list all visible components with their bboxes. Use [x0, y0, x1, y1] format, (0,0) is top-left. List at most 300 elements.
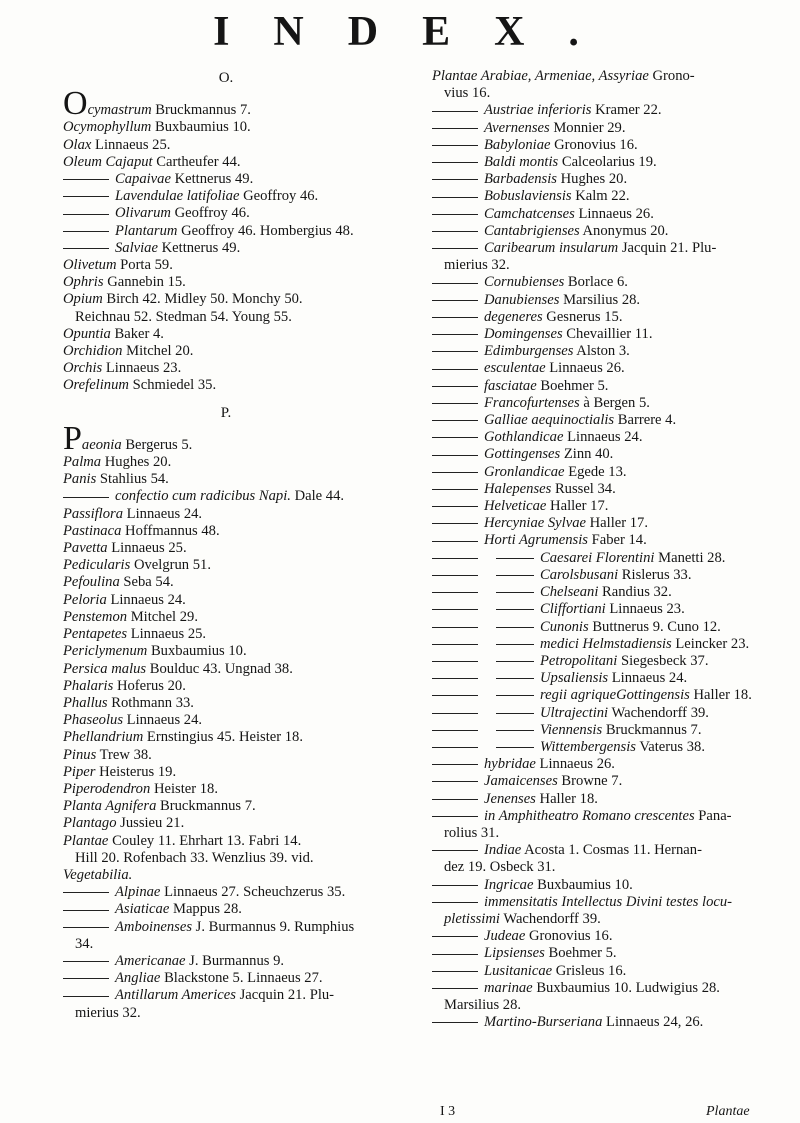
entry-authors: Bruckmannus 7. — [155, 102, 251, 119]
index-entry — [432, 137, 772, 154]
entry-authors: Chevaillier 11. — [566, 326, 653, 343]
index-entry — [63, 223, 409, 240]
ditto-dash — [496, 627, 534, 628]
entry-term: Wittembergensis — [540, 738, 636, 755]
index-entry — [432, 619, 772, 636]
index-entry — [432, 240, 772, 257]
ditto-dash — [496, 575, 534, 576]
ditto-dash — [63, 961, 109, 962]
entry-authors: Birch 42. Midley 50. Monchy 50. — [106, 291, 303, 308]
entry-authors: Buxbaumius 10. — [537, 876, 633, 893]
index-entry — [63, 936, 409, 953]
entry-authors: Linnaeus 24. — [126, 712, 203, 729]
index-entry — [63, 643, 409, 660]
ditto-dash — [432, 1022, 478, 1023]
entry-term: Halepenses — [484, 480, 552, 497]
signature-mark: I 3 — [440, 1104, 456, 1119]
index-entry — [63, 188, 409, 205]
entry-term: Martino-Burseriana — [484, 1014, 603, 1031]
ditto-dash — [63, 927, 109, 928]
entry-term: Petropolitani — [540, 652, 618, 669]
entry-term: Asiaticae — [115, 901, 170, 918]
index-entry — [432, 636, 772, 653]
entry-authors: Marsilius 28. — [444, 996, 522, 1013]
index-entry — [432, 120, 772, 137]
section-heading-o: O. — [218, 70, 234, 86]
ditto-dash — [432, 644, 478, 645]
entry-term: Camchatcenses — [484, 205, 575, 222]
index-entry — [63, 661, 409, 678]
ditto-dash — [63, 179, 109, 180]
entry-authors: Mitchel 29. — [130, 608, 198, 625]
entry-authors: Acosta 1. Cosmas 11. Hernan- — [524, 842, 702, 859]
entry-term: Lavendulae latifoliae — [115, 188, 240, 205]
entry-term: Orchis — [63, 360, 103, 377]
entry-authors: Barrere 4. — [617, 412, 677, 429]
index-entry — [63, 901, 409, 918]
entry-term: Jamaicenses — [484, 773, 558, 790]
index-entry — [63, 343, 409, 360]
entry-authors: Grisleus 16. — [555, 962, 627, 979]
index-entry — [432, 653, 772, 670]
entry-authors: Boehmer 5. — [540, 377, 609, 394]
entry-authors: Jacquin 21. Plu- — [239, 987, 335, 1004]
entry-authors: Baker 4. — [114, 325, 164, 342]
entry-authors: Linnaeus 26. — [578, 205, 654, 222]
entry-authors: Porta 59. — [120, 257, 173, 274]
ditto-dash — [432, 592, 478, 593]
ditto-dash — [63, 892, 109, 893]
entry-term: Ocymophyllum — [63, 119, 152, 136]
entry-authors: Rislerus 33. — [621, 566, 692, 583]
entry-term: Barbadensis — [484, 171, 557, 188]
ditto-dash — [432, 386, 478, 387]
entry-term: pletissimi — [444, 910, 500, 927]
entry-term: degeneres — [484, 308, 543, 325]
entry-term: Plantae Arabiae, Armeniae, Assyriae — [432, 68, 649, 84]
entry-term: Opuntia — [63, 325, 111, 342]
entry-term: Phalaris — [63, 677, 114, 694]
index-entry — [432, 825, 772, 842]
ditto-dash — [432, 695, 478, 696]
entry-authors: Linnaeus 25. — [111, 540, 187, 557]
entry-term: Judeae — [484, 928, 526, 945]
entry-authors: Kramer 22. — [595, 102, 662, 119]
index-entry — [432, 705, 772, 722]
index-entry — [432, 343, 772, 360]
entry-term: marinae — [484, 979, 533, 996]
entry-authors: Gronovius 16. — [528, 928, 613, 945]
index-entry — [432, 378, 772, 395]
index-entry — [432, 464, 772, 481]
ditto-dash — [432, 764, 478, 765]
index-entry — [63, 89, 409, 119]
entry-term: Austriae inferioris — [484, 102, 592, 119]
entry-authors: Hoffmannus 48. — [125, 522, 220, 539]
entry-term: Salviae — [115, 239, 158, 256]
ditto-dash — [432, 609, 478, 610]
ditto-dash — [432, 971, 478, 972]
index-entry — [432, 687, 772, 704]
entry-authors: Blackstone 5. Linnaeus 27. — [164, 970, 323, 987]
entry-authors: vius 16. — [444, 85, 491, 102]
right-column — [432, 68, 772, 1031]
index-entry — [63, 953, 409, 970]
entry-authors: dez 19. Osbeck 31. — [444, 859, 556, 876]
entry-authors: Monnier 29. — [553, 119, 626, 136]
index-entry — [432, 515, 772, 532]
entry-term: Cliffortiani — [540, 601, 606, 618]
index-entry — [63, 488, 409, 505]
entry-term: immensitatis Intellectus Divini testes locu- — [484, 893, 733, 910]
index-entry — [432, 481, 772, 498]
entry-authors: Anonymus 20. — [582, 222, 669, 239]
ditto-dash — [432, 850, 478, 851]
entry-authors: Hughes 20. — [560, 171, 628, 188]
p-entries — [63, 424, 409, 1022]
entry-term: Upsaliensis — [540, 670, 609, 687]
index-entry — [63, 424, 409, 454]
index-entry — [432, 446, 772, 463]
index-entry — [432, 911, 772, 928]
entry-term: Pedicularis — [63, 557, 131, 574]
index-entry — [63, 154, 409, 171]
section-heading-p: P. — [220, 404, 232, 421]
ditto-dash — [63, 196, 109, 197]
ditto-dash — [432, 472, 478, 473]
entry-term: fasciatae — [484, 377, 537, 394]
index-entry — [432, 773, 772, 790]
entry-term: Edimburgenses — [484, 343, 574, 360]
index-entry — [432, 722, 772, 739]
index-entry — [63, 747, 409, 764]
ditto-dash — [432, 437, 478, 438]
index-entry — [432, 326, 772, 343]
entry-term: Bobuslaviensis — [484, 188, 572, 205]
entry-authors: Dale 44. — [294, 488, 345, 505]
entry-authors: Geoffroy 46. — [243, 188, 319, 205]
index-entry — [432, 1014, 772, 1031]
entry-authors: Alston 3. — [576, 343, 630, 360]
entry-authors: Bergerus 5. — [125, 436, 193, 453]
entry-authors: Buxbaumius 10. — [155, 119, 251, 136]
index-entry — [63, 712, 409, 729]
entry-authors: Boulduc 43. Ungnad 38. — [149, 660, 293, 677]
entry-term: Chelseani — [540, 584, 599, 601]
entry-term: Peloria — [63, 591, 107, 608]
entry-authors: Linnaeus 24. — [611, 670, 688, 687]
ditto-dash — [432, 781, 478, 782]
entry-term: Ultrajectini — [540, 704, 609, 721]
drop-cap-letter: O — [63, 89, 88, 120]
entry-authors: Browne 7. — [561, 773, 623, 790]
entry-authors: Gronovius 16. — [554, 136, 638, 153]
entry-authors: Ernstingius 45. Heister 18. — [146, 729, 303, 746]
index-entry — [63, 833, 409, 850]
index-entry — [63, 377, 409, 394]
ditto-dash — [432, 523, 478, 524]
ditto-dash — [496, 695, 534, 696]
entry-term: Gottingenses — [484, 446, 561, 463]
entry-authors: mierius 32. — [75, 1004, 141, 1021]
ditto-dash — [496, 609, 534, 610]
entry-term: Capaivae — [115, 171, 171, 188]
index-entry — [63, 506, 409, 523]
index-entry — [63, 557, 409, 574]
ditto-dash — [432, 248, 478, 249]
entry-authors: Rothmann 33. — [111, 694, 194, 711]
entry-term: Antillarum Americes — [115, 987, 236, 1004]
entry-term: Lusitanicae — [484, 962, 553, 979]
index-entry — [432, 894, 772, 911]
ditto-dash — [63, 231, 109, 232]
ditto-dash — [432, 558, 478, 559]
ditto-dash — [432, 179, 478, 180]
index-entry — [63, 326, 409, 343]
entry-term: Gothlandicae — [484, 429, 564, 446]
index-entry — [432, 532, 772, 549]
entry-term: Phallus — [63, 694, 108, 711]
index-entry — [432, 997, 772, 1014]
ditto-dash — [63, 214, 109, 215]
index-entry — [432, 739, 772, 756]
entry-term: regii agriqueGottingensis — [540, 687, 690, 704]
entry-authors: Buxbaumius 10. — [150, 643, 247, 660]
entry-term: Babyloniae — [484, 136, 551, 153]
index-entry — [432, 791, 772, 808]
ditto-dash — [432, 162, 478, 163]
ditto-dash — [432, 816, 478, 817]
entry-term: Periclymenum — [63, 643, 148, 660]
entry-term: Jenenses — [484, 790, 536, 807]
index-entry — [432, 756, 772, 773]
ditto-dash — [432, 128, 478, 129]
index-entry — [63, 678, 409, 695]
ditto-dash — [496, 661, 534, 662]
index-entry — [63, 205, 409, 222]
index-entry — [63, 471, 409, 488]
entry-authors: Bruckmannus 7. — [160, 798, 256, 815]
index-entry — [63, 626, 409, 643]
entry-authors: Couley 11. Ehrhart 13. Fabri 14. — [112, 832, 302, 849]
ditto-dash — [63, 248, 109, 249]
entry-term: Galliae aequinoctialis — [484, 412, 615, 429]
index-entry — [63, 884, 409, 901]
index-entry — [63, 274, 409, 291]
entry-term: esculentae — [484, 360, 546, 377]
ditto-dash — [432, 627, 478, 628]
ditto-dash — [432, 369, 478, 370]
index-entry — [432, 223, 772, 240]
ditto-dash — [432, 661, 478, 662]
index-entry — [432, 859, 772, 876]
entry-authors: Jacquin 21. Plu- — [621, 240, 717, 257]
index-entry — [63, 781, 409, 798]
entry-authors: Kalm 22. — [575, 188, 630, 205]
index-entry — [63, 137, 409, 154]
entry-term: Caribearum insularum — [484, 240, 619, 257]
entry-term: Hercyniae Sylvae — [484, 515, 586, 532]
entry-authors: Kettnerus 49. — [174, 171, 254, 188]
entry-term: Cunonis — [540, 618, 589, 635]
entry-authors: Wachendorff 39. — [611, 704, 709, 721]
entry-term: confectio cum radicibus Napi. — [115, 488, 291, 505]
entry-authors: Cartheufer 44. — [156, 153, 241, 170]
ditto-dash — [496, 747, 534, 748]
index-entry — [432, 309, 772, 326]
entry-term: Carolsbusani — [540, 566, 619, 583]
ditto-dash — [432, 902, 478, 903]
entry-term: Ingricae — [484, 876, 534, 893]
entry-authors: Linnaeus 24, 26. — [606, 1014, 704, 1031]
ditto-dash — [432, 954, 478, 955]
entry-authors: Mappus 28. — [172, 901, 242, 918]
ditto-dash — [63, 910, 109, 911]
entry-authors: Heisterus 19. — [99, 763, 177, 780]
index-entry — [63, 970, 409, 987]
entry-authors: Geoffroy 46. Hombergius 48. — [181, 222, 354, 239]
ditto-dash — [432, 214, 478, 215]
entry-term: Oleum Cajaput — [63, 153, 153, 170]
entry-authors: Linnaeus 25. — [130, 626, 207, 643]
entry-authors: rolius 31. — [444, 824, 500, 841]
index-entry — [432, 102, 772, 119]
entry-authors: Haller 17. — [589, 515, 648, 532]
index-entry — [63, 240, 409, 257]
entry-authors: Linnaeus 25. — [95, 136, 171, 153]
ditto-dash — [432, 403, 478, 404]
ditto-dash — [432, 506, 478, 507]
entry-authors: mierius 32. — [444, 257, 510, 274]
index-entry — [432, 567, 772, 584]
index-entry — [63, 540, 409, 557]
index-entry — [63, 798, 409, 815]
entry-term: Orchidion — [63, 343, 123, 360]
ditto-dash — [432, 799, 478, 800]
entry-term: Olivetum — [63, 257, 117, 274]
entry-authors: Linnaeus 24. — [126, 505, 203, 522]
entry-authors: J. Burmannus 9. Rumphius — [195, 918, 355, 935]
entry-authors: Pana- — [698, 807, 732, 824]
entry-term: cymastrum — [87, 102, 152, 119]
index-entry — [432, 963, 772, 980]
index-entry — [63, 291, 409, 308]
entry-authors: Calceolarius 19. — [561, 154, 657, 171]
entry-authors: Borlace 6. — [567, 274, 628, 291]
entry-term: Lipsienses — [484, 945, 545, 962]
entry-term: Olivarum — [115, 205, 171, 222]
ditto-dash — [432, 541, 478, 542]
ditto-dash — [496, 558, 534, 559]
index-entry — [432, 584, 772, 601]
index-entry — [432, 945, 772, 962]
ditto-dash — [432, 747, 478, 748]
page-header: INDEX. — [213, 9, 623, 55]
entry-authors: Russel 34. — [554, 480, 616, 497]
entry-term: Ophris — [63, 274, 104, 291]
index-entry — [432, 274, 772, 291]
entry-authors: Buttnerus 9. Cuno 12. — [592, 618, 721, 635]
ditto-dash — [63, 996, 109, 997]
entry-term: medici Helmstadiensis — [540, 635, 672, 652]
entry-authors: Haller 18. — [693, 687, 752, 704]
entry-term: Panis — [63, 471, 97, 488]
entry-authors: J. Burmannus 9. — [189, 952, 285, 969]
entry-authors: Linnaeus 27. Scheuchzerus 35. — [164, 884, 346, 901]
entry-term: hybridae — [484, 756, 536, 773]
ditto-dash — [496, 678, 534, 679]
entry-term: in Amphitheatro Romano crescentes — [484, 807, 695, 824]
entry-term: Plantae — [63, 832, 109, 849]
entry-term: Cantabrigienses — [484, 222, 580, 239]
entry-term: Passiflora — [63, 505, 124, 522]
entry-authors: Vaterus 38. — [639, 738, 705, 755]
entry-term: Avernenses — [484, 119, 550, 136]
entry-authors: Siegesbeck 37. — [620, 652, 709, 669]
entry-term: aeonia — [81, 436, 122, 453]
ditto-dash — [432, 885, 478, 886]
entry-authors: Jussieu 21. — [120, 815, 185, 832]
entry-authors: Boehmer 5. — [548, 945, 617, 962]
entry-authors: Stahlius 54. — [99, 471, 169, 488]
ditto-dash — [496, 730, 534, 731]
entry-term: Baldi montis — [484, 154, 559, 171]
entry-term: Pastinaca — [63, 522, 122, 539]
entry-term: Americanae — [115, 952, 186, 969]
entry-term: Cornubienses — [484, 274, 565, 291]
ditto-dash — [432, 713, 478, 714]
entry-authors: Linnaeus 23. — [609, 601, 685, 618]
ditto-dash — [432, 420, 478, 421]
entry-term: Caesarei Florentini — [540, 549, 655, 566]
index-entry — [432, 498, 772, 515]
index-entry — [432, 188, 772, 205]
index-entry — [432, 85, 772, 102]
entry-authors: à Bergen 5. — [583, 394, 650, 411]
index-entry — [432, 206, 772, 223]
index-entry — [63, 592, 409, 609]
ditto-dash — [496, 644, 534, 645]
entry-term: Pinus — [63, 746, 97, 763]
index-entry — [63, 609, 409, 626]
entry-term: Viennensis — [540, 721, 603, 738]
entry-term: Danubienses — [484, 291, 560, 308]
index-entry — [432, 670, 772, 687]
entry-term: Piper — [63, 763, 96, 780]
entry-term: Phellandrium — [63, 729, 144, 746]
index-entry — [63, 171, 409, 188]
entry-term: Planta Agnifera — [63, 798, 157, 815]
entry-authors: Heister 18. — [153, 780, 218, 797]
entry-authors: Linnaeus 26. — [539, 756, 615, 773]
ditto-dash — [432, 575, 478, 576]
ditto-dash — [432, 317, 478, 318]
entry-authors: Hoferus 20. — [116, 677, 186, 694]
drop-cap-letter: P — [63, 423, 82, 455]
entry-authors: Leincker 23. — [675, 635, 750, 652]
entry-authors: Hughes 20. — [104, 454, 172, 471]
entry-authors: Trew 38. — [99, 746, 152, 763]
entry-term: Pavetta — [63, 540, 108, 557]
index-entry — [432, 550, 772, 567]
entry-authors: Linnaeus 23. — [105, 360, 182, 377]
index-entry — [63, 360, 409, 377]
entry-authors: Geoffroy 46. — [174, 205, 250, 222]
entry-authors: Ovelgrun 51. — [133, 557, 211, 574]
entry-term: Pefoulina — [63, 574, 120, 591]
index-entry — [432, 68, 772, 85]
entry-authors: Zinn 40. — [563, 446, 614, 463]
